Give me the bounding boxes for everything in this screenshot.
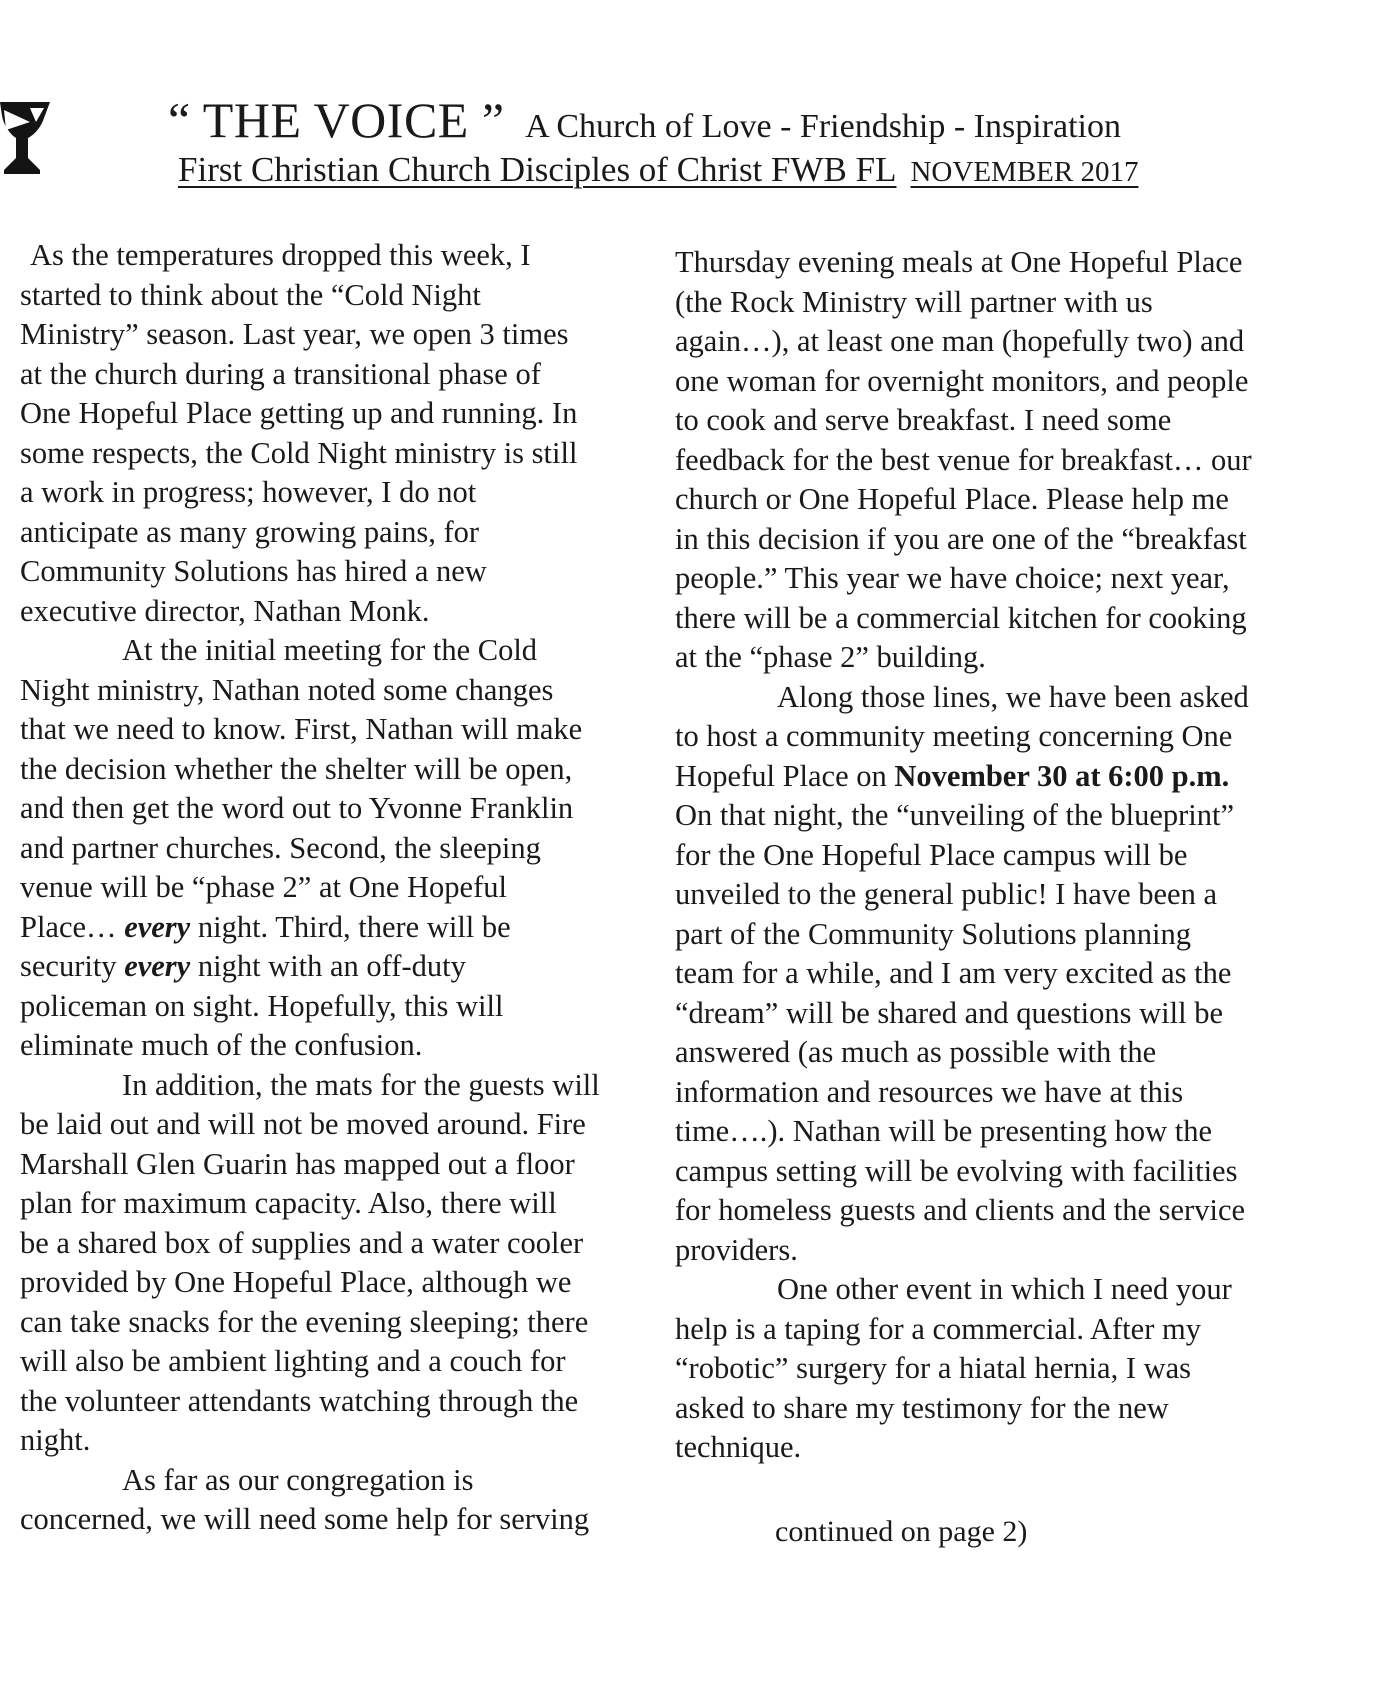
issue-month: NOVEMBER 2017 xyxy=(910,156,1139,188)
text-line: can take snacks for the evening sleeping; there xyxy=(20,1304,589,1339)
text-line: asked to share my testimony for the new xyxy=(675,1390,1169,1425)
text-line: and partner churches. Second, the sleeping xyxy=(20,830,541,865)
text-line: will also be ambient lighting and a couch for xyxy=(20,1344,566,1378)
text-line: One Hopeful Place getting up and running. In xyxy=(20,396,578,430)
text-line: to cook and serve breakfast. I need some xyxy=(675,403,1172,437)
text-line: eliminate much of the confusion. xyxy=(20,1028,423,1062)
emphasis: every xyxy=(124,949,191,983)
text-line: at the church during a transitional phase of xyxy=(20,356,541,391)
text-line: information and resources we have at this xyxy=(675,1074,1184,1109)
text-span: Place… xyxy=(20,909,125,944)
text-line: answered (as much as possible with the xyxy=(675,1035,1157,1069)
text-line: “robotic” surgery for a hiatal hernia, I was xyxy=(675,1351,1192,1385)
text-span: night with an off-duty xyxy=(190,949,466,983)
text-line: for homeless guests and clients and the service xyxy=(675,1193,1246,1227)
continued-note: continued on page 2) xyxy=(775,1515,1028,1548)
paragraph xyxy=(20,1066,660,1461)
text-line: Ministry” season. Last year, we open 3 times xyxy=(20,317,569,351)
text-line: in this decision if you are one of the “breakfast xyxy=(675,521,1247,556)
text-line: church or One Hopeful Place. Please help me xyxy=(675,482,1229,516)
chalice-logo-icon xyxy=(0,100,52,178)
text-line: that we need to know. First, Nathan will make xyxy=(20,712,583,746)
text-line: some respects, the Cold Night ministry is still xyxy=(20,435,578,470)
right-column xyxy=(675,243,1315,1468)
text-line: anticipate as many growing pains, for xyxy=(20,514,480,549)
masthead xyxy=(168,92,1298,193)
text-line: venue will be “phase 2” at One Hopeful xyxy=(20,870,507,904)
text-line: Community Solutions has hired a new xyxy=(20,554,487,588)
title-line xyxy=(168,92,1298,149)
text-line: started to think about the “Cold Night xyxy=(20,277,481,312)
text-line: night. xyxy=(20,1423,91,1457)
paragraph xyxy=(675,678,1315,1271)
emphasis: every xyxy=(124,909,191,944)
paragraph xyxy=(675,243,1315,678)
text-line: (the Rock Ministry will partner with us xyxy=(675,284,1153,319)
paragraph xyxy=(20,236,660,631)
text-line: As the temperatures dropped this week, I xyxy=(30,238,531,272)
text-line: again…), at least one man (hopefully two) and xyxy=(675,324,1245,358)
text-line: Along those lines, we have been asked xyxy=(777,679,1249,714)
text-line xyxy=(675,757,1315,797)
text-line: Thursday evening meals at One Hopeful Place xyxy=(675,245,1243,279)
newsletter-title: “ THE VOICE ” xyxy=(168,92,505,148)
text-line: and then get the word out to Yvonne Franklin xyxy=(20,791,574,825)
text-line: policeman on sight. Hopefully, this will xyxy=(20,988,504,1023)
text-line xyxy=(20,908,660,948)
text-line: In addition, the mats for the guests will xyxy=(122,1067,600,1102)
text-span: security xyxy=(20,949,125,983)
text-line: Marshall Glen Guarin has mapped out a floor xyxy=(20,1146,575,1181)
text-line: provided by One Hopeful Place, although we xyxy=(20,1265,572,1299)
left-column xyxy=(20,236,660,1540)
church-name: First Christian Church Disciples of Christ FWB FL xyxy=(178,150,897,189)
text-line: campus setting will be evolving with facilities xyxy=(675,1153,1238,1188)
text-line: As far as our congregation is xyxy=(122,1462,474,1497)
text-line: there will be a commercial kitchen for cooking xyxy=(675,600,1247,635)
text-line: One other event in which I need your xyxy=(777,1272,1232,1306)
text-line: for the One Hopeful Place campus will be xyxy=(675,837,1188,872)
text-line: the volunteer attendants watching through the xyxy=(20,1383,579,1418)
text-line: be a shared box of supplies and a water cooler xyxy=(20,1225,584,1260)
text-span: Hopeful Place on xyxy=(675,758,895,793)
text-line: a work in progress; however, I do not xyxy=(20,475,477,509)
text-line: On that night, the “unveiling of the blueprint” xyxy=(675,798,1235,832)
text-line: unveiled to the general public! I have been a xyxy=(675,877,1217,911)
text-line xyxy=(20,947,660,987)
text-line: technique. xyxy=(675,1430,802,1464)
text-line: part of the Community Solutions planning xyxy=(675,916,1191,951)
tagline: A Church of Love - Friendship - Inspiration xyxy=(525,108,1122,145)
text-line: time….). Nathan will be presenting how the xyxy=(675,1114,1213,1148)
text-line: help is a taping for a commercial. After my xyxy=(675,1311,1201,1346)
text-line: providers. xyxy=(675,1232,798,1267)
paragraph xyxy=(675,1270,1315,1468)
text-span: night. Third, there will be xyxy=(190,909,511,944)
church-line xyxy=(178,149,1138,193)
text-line: feedback for the best venue for breakfast… our xyxy=(675,442,1252,477)
text-line: to host a community meeting concerning One xyxy=(675,719,1233,753)
text-line: people.” This year we have choice; next year, xyxy=(675,561,1230,595)
text-line: one woman for overnight monitors, and people xyxy=(675,363,1249,398)
paragraph xyxy=(20,1461,660,1540)
text-line: team for a while, and I am very excited as the xyxy=(675,956,1232,990)
text-line: At the initial meeting for the Cold xyxy=(122,633,538,667)
text-line: plan for maximum capacity. Also, there will xyxy=(20,1186,557,1220)
text-line: the decision whether the shelter will be open, xyxy=(20,751,573,786)
text-line: “dream” will be shared and questions will be xyxy=(675,995,1223,1030)
text-line: Night ministry, Nathan noted some changes xyxy=(20,672,554,707)
text-line: concerned, we will need some help for serving xyxy=(20,1502,590,1536)
text-line: executive director, Nathan Monk. xyxy=(20,593,430,628)
text-line: be laid out and will not be moved around. Fire xyxy=(20,1107,586,1141)
meeting-date: November 30 at 6:00 p.m. xyxy=(894,758,1230,793)
text-line: at the “phase 2” building. xyxy=(675,640,986,674)
paragraph xyxy=(20,631,660,1066)
